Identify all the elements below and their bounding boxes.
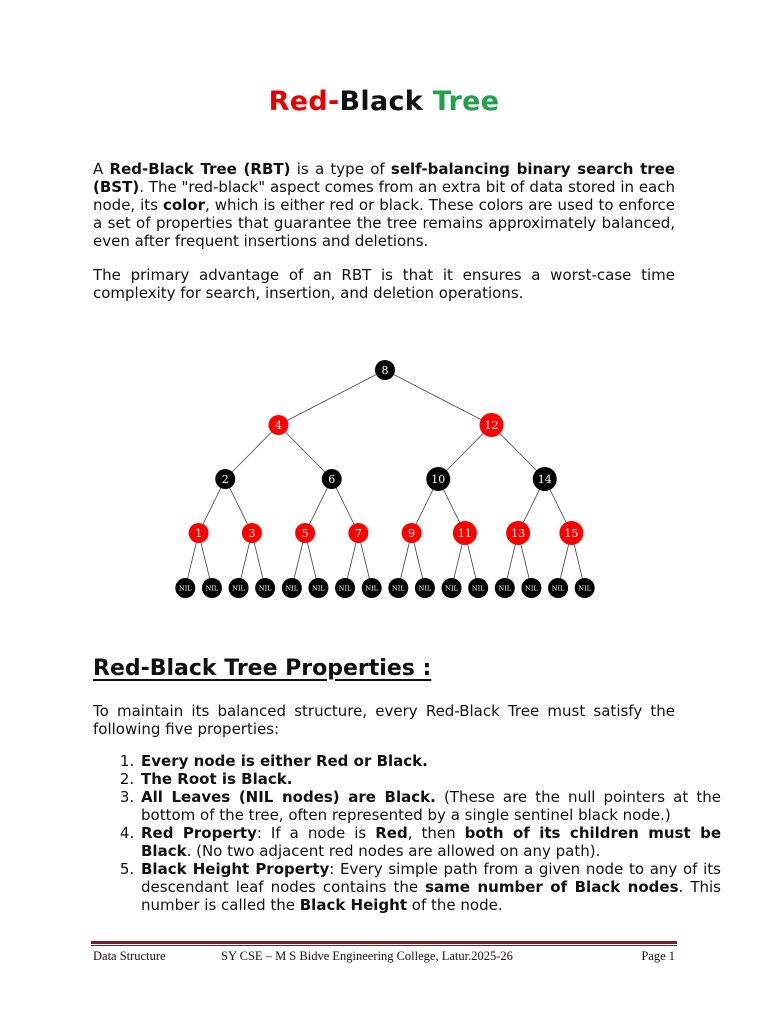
nil-leaf [255, 578, 275, 598]
tree-node-14 [533, 467, 557, 491]
page-title [0, 86, 768, 117]
nil-leaf [282, 578, 302, 598]
nil-label: NIL [392, 584, 405, 593]
node-key: 10 [431, 473, 446, 486]
tree-node-8 [375, 360, 395, 380]
tree-node-11 [453, 521, 477, 545]
nil-label: NIL [285, 584, 299, 593]
intro-paragraph [93, 160, 675, 250]
property-text: . This number is called the [141, 878, 721, 914]
nil-leaf [548, 578, 568, 598]
node-key: 5 [301, 527, 309, 540]
nil-label: NIL [205, 584, 219, 593]
nil-label: NIL [445, 584, 458, 593]
footer-rule-thin [91, 945, 677, 946]
advantage-paragraph: The primary advantage of an RBT is that it ensures a worst-case time complexity for search, insertion, and deletion operations. [93, 266, 675, 302]
nil-leaf [388, 578, 408, 598]
tree-node-3 [242, 523, 262, 543]
property-bold: Every node is either Red or Black. [141, 752, 428, 770]
nil-leaf [521, 578, 541, 598]
property-text: : Every simple path from a given node to any of its descendant leaf nodes contains the [141, 860, 721, 896]
nil-leaf [415, 578, 435, 598]
property-item-2 [139, 770, 721, 788]
tree-node-10 [426, 467, 450, 491]
node-key: 9 [408, 527, 416, 540]
node-key: 11 [457, 527, 472, 540]
text-run: , which is either red or black. These colors are used to enforce a set of properties that guarantee the tree remains approximately balanced, even after frequent insertions and deletions. [93, 196, 675, 250]
footer-page-number: Page 1 [641, 949, 675, 963]
node-key: 7 [354, 527, 362, 540]
property-bold: Red [375, 824, 408, 842]
tree-node-13 [506, 521, 530, 545]
page-footer [93, 949, 675, 965]
property-item-5 [139, 860, 721, 914]
nil-label: NIL [338, 584, 352, 593]
nil-label: NIL [365, 584, 378, 593]
property-text: : If a node is [256, 824, 376, 842]
property-text: . (No two adjacent red nodes are allowed on any path). [186, 842, 601, 860]
nil-leaf [308, 578, 328, 598]
tree-node-9 [402, 523, 422, 543]
title-tree-word: Tree [432, 86, 500, 117]
text-run: is a type of [290, 160, 391, 178]
property-bold: Black Height [299, 896, 407, 914]
property-item-1 [139, 752, 721, 770]
footer-rule-thick [91, 941, 677, 944]
red-black-tree-diagram [150, 352, 620, 607]
property-item-3 [139, 788, 721, 824]
nil-leaf [442, 578, 462, 598]
term-rbt: Red-Black Tree (RBT) [109, 160, 291, 178]
node-key: 3 [248, 527, 256, 540]
nil-leaf [335, 578, 355, 598]
tree-node-4 [269, 415, 289, 435]
tree-node-1 [189, 523, 209, 543]
node-key: 14 [537, 473, 552, 486]
tree-edges [185, 370, 584, 588]
node-key: 6 [328, 473, 336, 486]
tree-node-2 [215, 469, 235, 489]
property-bold: The Root is Black. [141, 770, 293, 788]
property-text: (These are the null pointers at the bottom of the tree, often represented by a single sentinel black node.) [141, 788, 721, 824]
nil-leaf [495, 578, 515, 598]
tree-node-6 [322, 469, 342, 489]
property-item-4 [139, 824, 721, 860]
node-key: 12 [484, 419, 499, 432]
text-run: A [93, 160, 110, 178]
node-key: 15 [564, 527, 579, 540]
tree-edge [279, 425, 332, 479]
node-key: 2 [221, 473, 229, 486]
nil-leaf [468, 578, 488, 598]
property-bold: both of its children must be Black [141, 824, 721, 860]
nil-label: NIL [179, 584, 192, 593]
nil-label: NIL [498, 584, 512, 593]
properties-intro: To maintain its balanced structure, every Red-Black Tree must satisfy the following five properties: [93, 702, 675, 738]
node-key: 4 [275, 419, 282, 432]
nil-leaf [575, 578, 595, 598]
property-bold: All Leaves (NIL nodes) are Black. [141, 788, 436, 806]
properties-list [93, 752, 721, 914]
property-text: of the node. [407, 896, 503, 914]
nil-label: NIL [551, 584, 565, 593]
nil-label: NIL [232, 584, 245, 593]
tree-edge [385, 370, 492, 425]
footer-college: SY CSE – M S Bidve Engineering College, Latur.2025-26 [221, 949, 513, 963]
tree-edge [225, 425, 278, 479]
node-key: 13 [511, 527, 526, 540]
property-bold: Red Property [141, 824, 257, 842]
footer-subject: Data Structure [93, 949, 166, 963]
properties-heading: Red-Black Tree Properties : [93, 656, 432, 681]
nil-leaf [175, 578, 195, 598]
property-bold: Black Height Property [141, 860, 330, 878]
title-black-word: Black [339, 86, 424, 117]
tree-node-5 [295, 523, 315, 543]
tree-edge [279, 370, 386, 425]
tree-node-7 [348, 523, 368, 543]
nil-label: NIL [258, 584, 272, 593]
nil-leaf [229, 578, 249, 598]
title-red-word: Red- [268, 86, 340, 117]
nil-leaf [362, 578, 382, 598]
nil-label: NIL [312, 584, 325, 593]
term-bst: self-balancing binary search tree (BST) [93, 160, 676, 196]
tree-node-12 [480, 413, 504, 437]
nil-label: NIL [418, 584, 432, 593]
text-run: . The "red-black" aspect comes from an extra bit of data stored in each node, its [93, 178, 675, 214]
property-text: , then [407, 824, 465, 842]
nil-label: NIL [578, 584, 591, 593]
nil-label: NIL [525, 584, 538, 593]
property-bold: same number of Black nodes [425, 878, 679, 896]
node-key: 8 [381, 364, 389, 377]
tree-nodes [175, 360, 594, 598]
nil-leaf [202, 578, 222, 598]
term-color: color [162, 196, 205, 214]
node-key: 1 [195, 527, 203, 540]
nil-label: NIL [471, 584, 485, 593]
tree-node-15 [559, 521, 583, 545]
